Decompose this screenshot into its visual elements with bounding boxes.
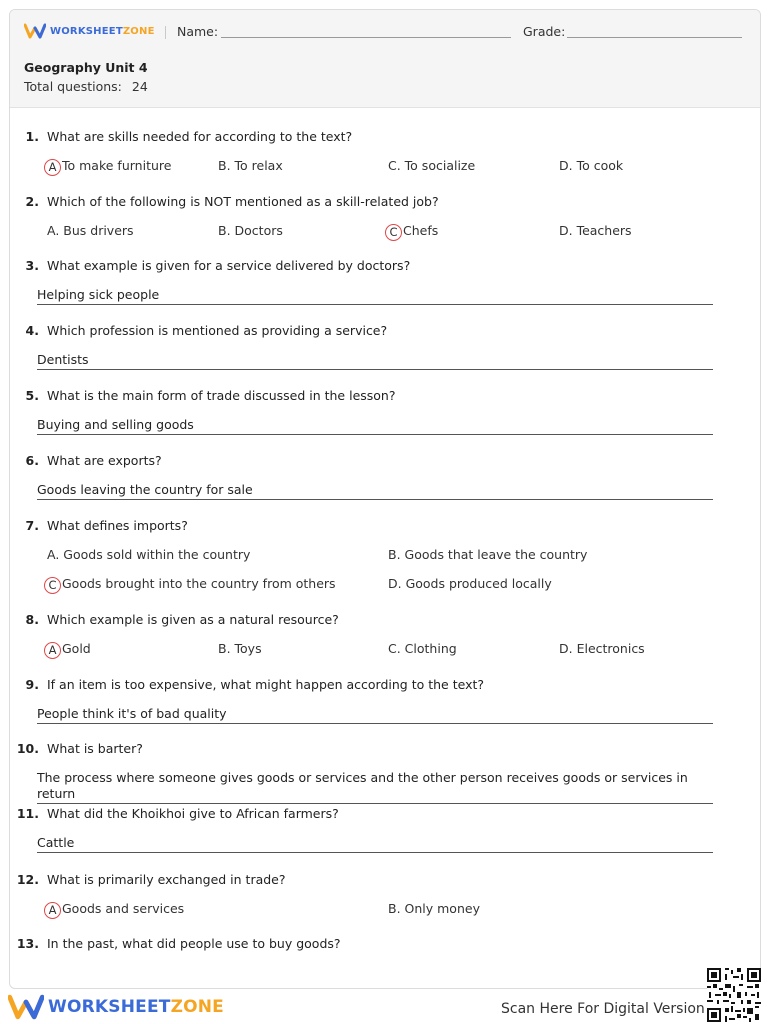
brand-logo	[24, 23, 155, 39]
answer-option[interactable]	[47, 641, 91, 659]
answer-option-text: A. Goods sold within the country	[47, 547, 251, 562]
answer-option-text: D. To cook	[559, 158, 624, 173]
answer-option-text: Goods and services	[62, 901, 185, 916]
name-label: Name:	[177, 24, 219, 39]
total-questions-value: 24	[131, 79, 148, 94]
selected-answer-circle: A	[44, 902, 61, 919]
question-text: In the past, what did people use to buy goods?	[47, 936, 341, 951]
question-number: 13.	[16, 936, 39, 951]
question-number: 8.	[25, 612, 39, 627]
answer-option[interactable]	[559, 158, 623, 173]
question-text: What is primarily exchanged in trade?	[47, 872, 286, 887]
footer-brand-text-worksheet: WORKSHEET	[48, 997, 171, 1017]
grade-label: Grade:	[523, 24, 566, 39]
answer-option[interactable]	[388, 641, 457, 656]
answer-line[interactable]: The process where someone gives goods or services and the other person receives goods or services in return	[37, 770, 713, 804]
answer-option-text: Gold	[62, 641, 91, 656]
worksheet-header	[10, 10, 760, 108]
scan-text: Scan Here For Digital Version	[501, 1001, 705, 1017]
answer-option-text: To make furniture	[62, 158, 172, 173]
question-text: Which example is given as a natural resource?	[47, 612, 339, 627]
question-number: 11.	[16, 806, 39, 821]
selected-answer-circle: A	[44, 159, 61, 176]
answer-line[interactable]: Buying and selling goods	[37, 417, 713, 435]
answer-option-text: B. Goods that leave the country	[388, 547, 588, 562]
answer-option[interactable]	[218, 158, 283, 173]
question-text: Which of the following is NOT mentioned as a skill-related job?	[47, 194, 439, 209]
question-text: What is the main form of trade discussed in the lesson?	[47, 388, 396, 403]
answer-option-text: Chefs	[403, 223, 439, 238]
question-number: 9.	[25, 677, 39, 692]
answer-option-text: B. Doctors	[218, 223, 283, 238]
brand-text-zone: ZONE	[122, 25, 155, 37]
answer-option[interactable]	[388, 901, 480, 916]
answer-option-text: B. To relax	[218, 158, 283, 173]
answer-option[interactable]	[47, 576, 336, 594]
answer-option-text: A. Bus drivers	[47, 223, 134, 238]
question-number: 4.	[25, 323, 39, 338]
answer-line[interactable]: Helping sick people	[37, 287, 713, 305]
brand-w-icon	[24, 23, 46, 39]
question-text: What example is given for a service delivered by doctors?	[47, 258, 411, 273]
question-text: What is barter?	[47, 741, 143, 756]
answer-option[interactable]	[388, 158, 475, 173]
name-field[interactable]	[221, 37, 511, 38]
answer-option-text: Goods brought into the country from others	[62, 576, 336, 591]
total-questions-label: Total questions:	[24, 79, 122, 94]
question-number: 12.	[16, 872, 39, 887]
answer-option[interactable]	[388, 576, 552, 591]
answer-option[interactable]	[47, 547, 250, 562]
question-text: What did the Khoikhoi give to African farmers?	[47, 806, 339, 821]
answer-option[interactable]	[388, 547, 587, 562]
answer-option[interactable]	[47, 901, 184, 919]
answer-option[interactable]	[47, 158, 171, 176]
qr-code-icon[interactable]	[707, 968, 761, 1022]
question-text: What are skills needed for according to the text?	[47, 129, 353, 144]
question-number: 2.	[25, 194, 39, 209]
question-number: 1.	[25, 129, 39, 144]
answer-option-text: C. Clothing	[388, 641, 457, 656]
answer-option[interactable]	[559, 223, 632, 238]
question-text: What defines imports?	[47, 518, 188, 533]
unit-title: Geography Unit 4	[24, 60, 148, 75]
answer-option[interactable]	[559, 641, 645, 656]
answer-option[interactable]	[47, 223, 134, 238]
answer-option-text: B. Toys	[218, 641, 262, 656]
answer-option[interactable]	[388, 223, 438, 241]
selected-answer-circle: A	[44, 642, 61, 659]
answer-option-text: D. Teachers	[559, 223, 632, 238]
footer-brand-text-zone: ZONE	[170, 997, 224, 1017]
question-number: 5.	[25, 388, 39, 403]
question-number: 3.	[25, 258, 39, 273]
answer-line[interactable]: Goods leaving the country for sale	[37, 482, 713, 500]
grade-field[interactable]	[567, 37, 742, 38]
question-number: 6.	[25, 453, 39, 468]
question-text: What are exports?	[47, 453, 162, 468]
answer-line[interactable]: Cattle	[37, 835, 713, 853]
answer-line[interactable]: Dentists	[37, 352, 713, 370]
answer-option[interactable]	[218, 641, 262, 656]
selected-answer-circle: C	[44, 577, 61, 594]
selected-answer-circle: C	[385, 224, 402, 241]
answer-option-text: D. Goods produced locally	[388, 576, 552, 591]
answer-line[interactable]: People think it's of bad quality	[37, 706, 713, 724]
answer-option-text: C. To socialize	[388, 158, 476, 173]
footer-brand-logo	[8, 994, 224, 1020]
question-text: Which profession is mentioned as providing a service?	[47, 323, 388, 338]
question-number: 7.	[25, 518, 39, 533]
question-text: If an item is too expensive, what might happen according to the text?	[47, 677, 485, 692]
footer-brand-w-icon	[8, 994, 44, 1020]
answer-option-text: B. Only money	[388, 901, 480, 916]
answer-option[interactable]	[218, 223, 283, 238]
total-questions	[24, 79, 148, 94]
question-number: 10.	[16, 741, 39, 756]
brand-text-worksheet: WORKSHEET	[50, 25, 123, 37]
header-divider	[165, 26, 166, 39]
answer-option-text: D. Electronics	[559, 641, 645, 656]
